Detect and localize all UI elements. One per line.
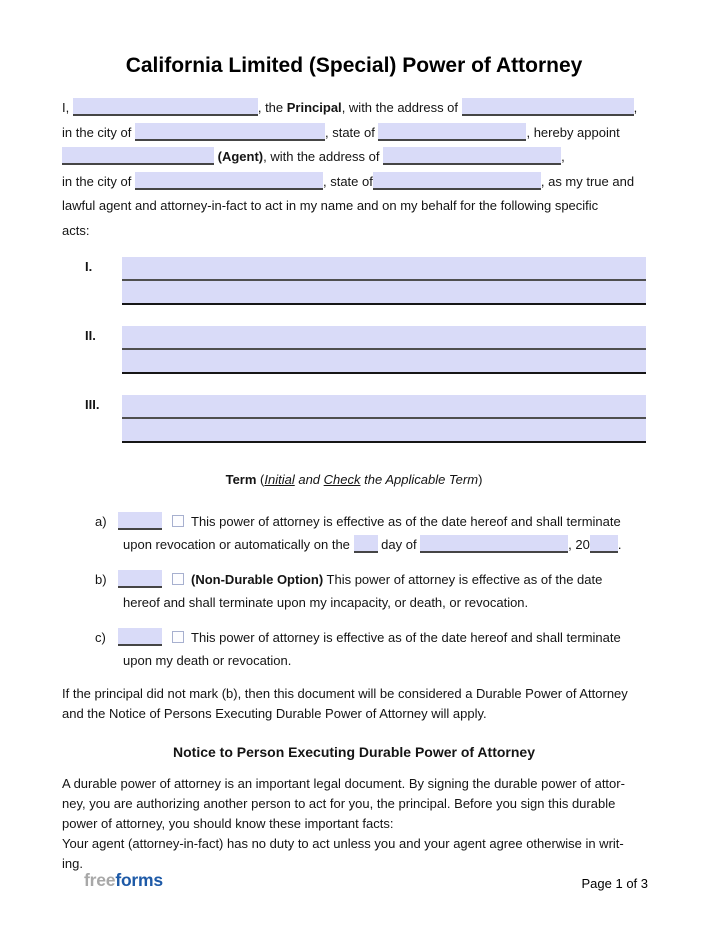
text-segment: , state of: [324, 124, 379, 140]
text-segment: in the city of: [62, 124, 135, 140]
notice-paragraph: A durable power of attorney is an important legal document. By signing the durable power of attor- ney, you are authorizing another person to act for you, the principal. Before you sign this durable power of attorney, you should know these important facts: Your agent (attorney-in-fact) has no duty to act unless you and your agent agree otherwise in writ- ing.: [62, 775, 625, 872]
act-text-field[interactable]: [122, 257, 646, 305]
act-write-line[interactable]: [122, 350, 646, 374]
intro-line: [62, 121, 646, 146]
option-label: a): [95, 513, 107, 529]
text-segment: .: [617, 536, 622, 552]
text-segment: (: [256, 471, 265, 487]
text-segment: (Agent): [217, 149, 264, 165]
intro-line: [62, 194, 646, 219]
text-segment: the Applicable Term: [360, 471, 479, 487]
act-item-2: [62, 326, 646, 374]
text-segment: , as my true and: [540, 173, 635, 189]
text-segment: lawful agent and attorney-in-fact to act in my name and on my behalf for the following specific: [62, 198, 599, 214]
text-segment: , with the address of: [263, 149, 384, 165]
intro-line: [62, 219, 646, 244]
form-field-blank[interactable]: [462, 98, 634, 116]
term-option-b: [62, 568, 646, 614]
text-segment: Principal: [286, 100, 342, 115]
option-line: [95, 626, 646, 649]
notice-heading: Notice to Person Executing Durable Power of Attorney: [173, 743, 535, 760]
text-segment: upon revocation or automatically on the: [123, 536, 354, 552]
form-field-blank[interactable]: [118, 512, 162, 530]
option-text: [95, 649, 646, 672]
text-segment: in the city of: [62, 173, 135, 189]
term-option-a: [62, 510, 646, 556]
option-text: [118, 630, 621, 645]
term-option-c: [62, 626, 646, 672]
text-segment: day of: [377, 536, 421, 552]
form-field-blank[interactable]: [118, 570, 162, 588]
text-segment: ): [478, 471, 483, 487]
option-text: [118, 514, 621, 529]
act-numeral: I.: [85, 258, 93, 274]
act-write-line[interactable]: [122, 326, 646, 350]
text-segment: hereof and shall terminate upon my incapacity, or death, or revocation.: [123, 594, 529, 610]
act-numeral: II.: [85, 327, 96, 343]
freeforms-logo: [84, 870, 163, 891]
text-segment: ,: [561, 149, 565, 165]
text-segment: This power of attorney is effective as of the date: [323, 571, 603, 587]
text-segment: I,: [62, 100, 73, 115]
act-write-line[interactable]: [122, 419, 646, 443]
text-segment: (Non-Durable Option): [191, 571, 324, 587]
act-item-3: [62, 395, 646, 443]
intro-line: [62, 96, 646, 121]
text-segment: and: [294, 471, 324, 487]
intro-paragraph: [62, 96, 646, 244]
durable-note-paragraph: If the principal did not mark (b), then this document will be considered a Durable Power of Attorney and the Notice of Persons Executing Durable Power of Attorney will apply.: [62, 685, 628, 722]
act-text-field[interactable]: [122, 395, 646, 443]
page-number: Page 1 of 3: [581, 876, 648, 891]
form-field-blank[interactable]: [135, 123, 325, 141]
text-segment: , 20: [568, 536, 590, 552]
text-segment: This power of attorney is effective as of the date hereof and shall terminate: [191, 629, 621, 645]
intro-line: [62, 145, 646, 170]
act-text-field[interactable]: [122, 326, 646, 374]
text-segment: Initial: [264, 471, 295, 487]
form-field-blank[interactable]: [383, 147, 561, 165]
term-option-checkbox[interactable]: [172, 573, 184, 585]
text-segment: , the: [257, 100, 287, 115]
form-field-blank[interactable]: [62, 147, 214, 165]
text-segment: , state of: [322, 173, 373, 189]
text-segment: upon my death or revocation.: [123, 652, 292, 668]
option-text: [95, 533, 646, 556]
form-field-blank[interactable]: [118, 628, 162, 646]
act-write-line[interactable]: [122, 281, 646, 305]
option-text: [95, 591, 646, 614]
form-field-blank[interactable]: [420, 535, 568, 553]
form-field-blank[interactable]: [73, 98, 258, 116]
term-option-checkbox[interactable]: [172, 631, 184, 643]
term-options: [62, 510, 646, 672]
form-field-blank[interactable]: [135, 172, 323, 190]
term-option-checkbox[interactable]: [172, 515, 184, 527]
term-section-heading: [62, 470, 646, 490]
logo-free-text: free: [84, 870, 116, 890]
act-write-line[interactable]: [122, 257, 646, 281]
text-segment: , hereby appoint: [526, 124, 620, 140]
act-item-1: [62, 257, 646, 305]
form-field-blank[interactable]: [354, 535, 378, 553]
option-line: [95, 510, 646, 533]
intro-line: [62, 170, 646, 195]
option-label: b): [95, 571, 107, 587]
form-field-blank[interactable]: [378, 123, 526, 141]
text-segment: acts:: [62, 222, 90, 238]
text-segment: Term: [225, 471, 257, 487]
document-title: California Limited (Special) Power of Attorney: [125, 54, 583, 77]
text-segment: Check: [323, 471, 361, 487]
option-line: [95, 568, 646, 591]
logo-forms-text: forms: [115, 870, 163, 890]
option-label: c): [95, 629, 106, 645]
text-segment: ,: [633, 100, 638, 115]
text-segment: This power of attorney is effective as of the date hereof and shall terminate: [191, 513, 621, 529]
option-text: [118, 572, 602, 587]
document-content: [62, 0, 646, 875]
act-numeral: III.: [85, 396, 100, 412]
act-write-line[interactable]: [122, 395, 646, 419]
specific-acts-list: [62, 257, 646, 443]
form-field-blank[interactable]: [590, 535, 618, 553]
text-segment: , with the address of: [341, 100, 462, 115]
form-field-blank[interactable]: [373, 172, 541, 190]
